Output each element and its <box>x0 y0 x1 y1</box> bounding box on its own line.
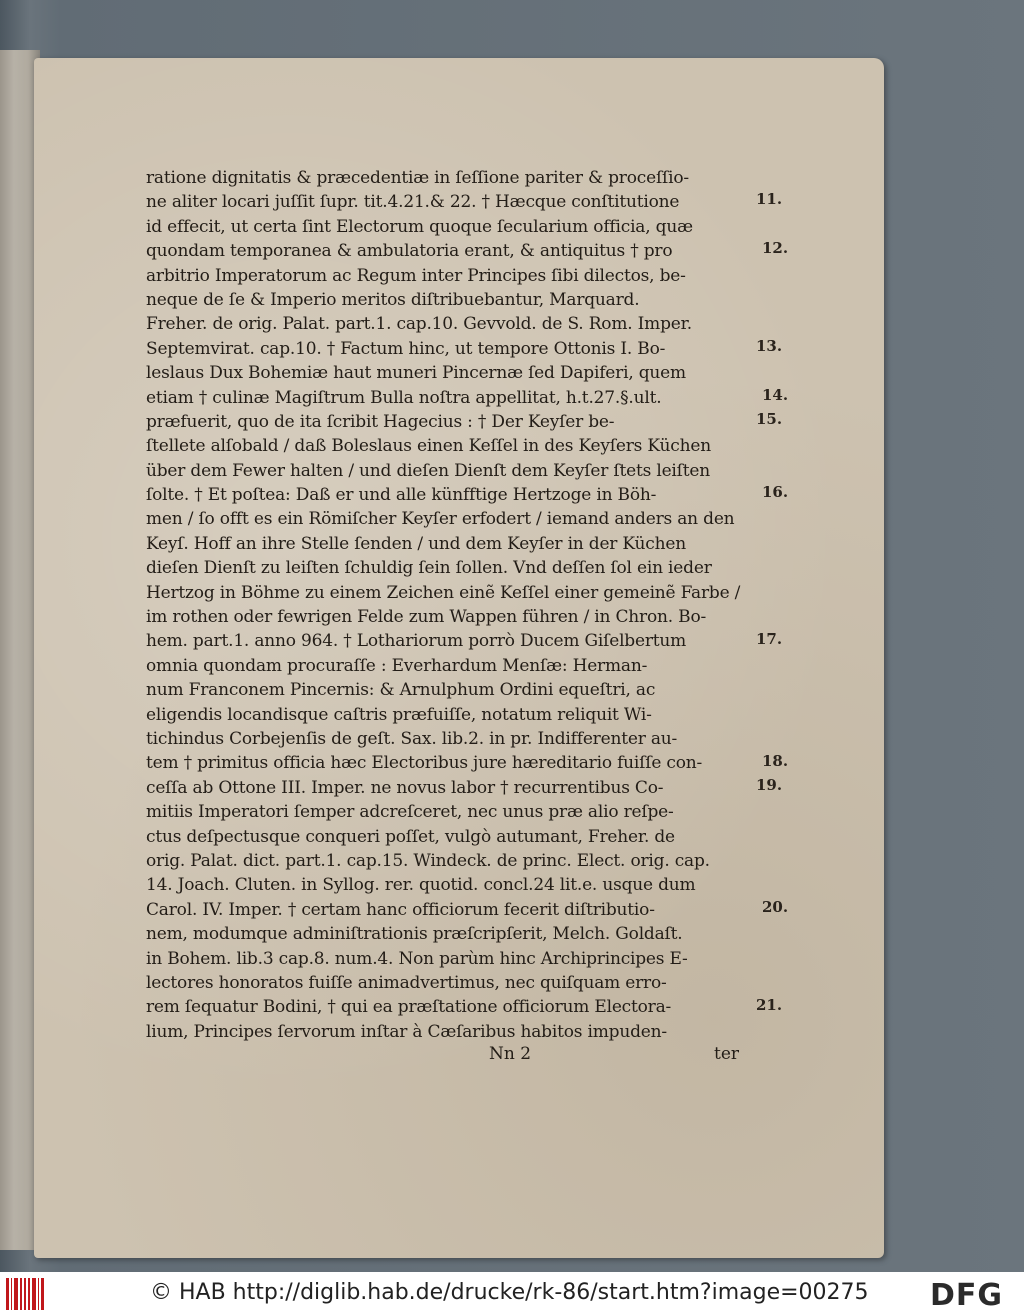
margin-number: 12. <box>762 239 789 258</box>
text-line: ne aliter locari juſſit ſupr. tit.4.21.& 22. † Hæcque conſtitutione <box>146 192 680 213</box>
text-line: ctus deſpectusque conqueri poſſet, vulgò autumant, Freher. de <box>146 826 675 847</box>
text-line: men / ſo offt es ein Römiſcher Keyſer erfodert / iemand anders an den <box>146 509 735 530</box>
margin-number: 17. <box>756 629 783 648</box>
book-page <box>34 58 884 1258</box>
margin-number: 14. <box>762 385 789 404</box>
text-line: etiam † culinæ Magiſtrum Bulla noſtra appellitat, h.t.27.§.ult. <box>146 387 662 408</box>
text-line: tichindus Corbejenſis de geſt. Sax. lib.2. in pr. Indifferenter au- <box>146 728 678 749</box>
margin-number: 16. <box>762 483 789 502</box>
margin-number: 18. <box>762 751 789 770</box>
text-line: omnia quondam procuraſſe : Everhardum Menſæ: Herman- <box>146 655 648 676</box>
text-line: mitiis Imperatori ſemper adcreſceret, nec unus præ alio reſpe- <box>146 802 674 823</box>
text-line: hem. part.1. anno 964. † Lothariorum porrò Ducem Giſelbertum <box>146 631 687 652</box>
text-line: im rothen oder fewrigen Felde zum Wappen führen / in Chron. Bo- <box>146 607 707 628</box>
dfg-logo: DFG <box>930 1278 1004 1313</box>
signature-mark: Nn 2 <box>489 1044 532 1064</box>
text-line: lectores honoratos fuiſſe animadvertimus, nec quiſquam erro- <box>146 972 667 993</box>
text-line: præfuerit, quo de ita ſcribit Hagecius : † Der Keyſer be- <box>146 411 615 432</box>
text-line: Freher. de orig. Palat. part.1. cap.10. Gevvold. de S. Rom. Imper. <box>146 314 692 335</box>
text-line: Carol. IV. Imper. † certam hanc officiorum fecerit diſtributio- <box>146 899 655 920</box>
margin-number: 11. <box>756 190 783 209</box>
body-text <box>146 166 746 1044</box>
text-line: neque de ſe & Imperio meritos diſtribuebantur, Marquard. <box>146 289 640 310</box>
text-line: Hertzog in Böhme zu einem Zeichen einẽ Keſſel einer gemeinẽ Farbe / <box>146 582 741 603</box>
text-line: id effecit, ut certa ſint Electorum quoque ſecularium officia, quæ <box>146 216 693 237</box>
footer-bar <box>0 1272 1024 1316</box>
text-line: arbitrio Imperatorum ac Regum inter Principes ſibi dilectos, be- <box>146 265 686 286</box>
text-line: nem, modumque adminiſtrationis præſcripſerit, Melch. Goldaſt. <box>146 924 683 945</box>
credit-url[interactable]: © HAB http://diglib.hab.de/drucke/rk-86/start.htm?image=00275 <box>150 1280 869 1305</box>
text-line: rem ſequatur Bodini, † qui ea præſtatione officiorum Electora- <box>146 997 672 1018</box>
hab-logo-icon <box>6 1278 44 1310</box>
text-line: Keyſ. Hoff an ihre Stelle ſenden / und dem Keyſer in der Küchen <box>146 533 686 554</box>
text-line: ſolte. † Et poſtea: Daß er und alle künfftige Hertzoge in Böh- <box>146 485 657 506</box>
text-line: quondam temporanea & ambulatoria erant, & antiquitus † pro <box>146 241 673 262</box>
text-line: ceſſa ab Ottone III. Imper. ne novus labor † recurrentibus Co- <box>146 777 664 798</box>
text-line: eligendis locandisque caſtris præfuiſſe, notatum reliquit Wi- <box>146 704 652 725</box>
catchword: ter <box>714 1044 740 1064</box>
margin-number: 19. <box>756 776 783 794</box>
text-line: orig. Palat. dict. part.1. cap.15. Windeck. de princ. Elect. orig. cap. <box>146 850 710 871</box>
text-line: in Bohem. lib.3 cap.8. num.4. Non parùm hinc Archiprincipes E- <box>146 948 688 969</box>
text-line: ratione dignitatis & præcedentiæ in ſeſſione pariter & proceſſio- <box>146 168 689 188</box>
text-line: Septemvirat. cap.10. † Factum hinc, ut tempore Ottonis I. Bo- <box>146 338 666 359</box>
margin-number: 13. <box>756 336 783 355</box>
text-line: lium, Principes ſervorum inſtar à Cæſaribus habitos impuden- <box>146 1021 667 1042</box>
margin-number: 15. <box>756 410 783 428</box>
margin-number: 20. <box>762 898 789 916</box>
text-line: tem † primitus officia hæc Electoribus jure hæreditario fuiſſe con- <box>146 753 703 774</box>
text-line: num Franconem Pincernis: & Arnulphum Ordini equeſtri, ac <box>146 680 656 701</box>
text-line: über dem Fewer halten / und dieſen Dienſt dem Keyſer ſtets leiſten <box>146 460 710 481</box>
text-line: leslaus Dux Bohemiæ haut muneri Pincernæ ſed Dapiferi, quem <box>146 363 686 384</box>
text-line: ſtellete alſobald / daß Boleslaus einen Keſſel in des Keyſers Küchen <box>146 436 711 457</box>
margin-number: 21. <box>756 995 783 1014</box>
text-line: dieſen Dienſt zu leiſten ſchuldig ſein ſollen. Vnd deſſen ſol ein ieder <box>146 558 712 579</box>
text-line: 14. Joach. Cluten. in Syllog. rer. quotid. concl.24 lit.e. usque dum <box>146 875 696 896</box>
